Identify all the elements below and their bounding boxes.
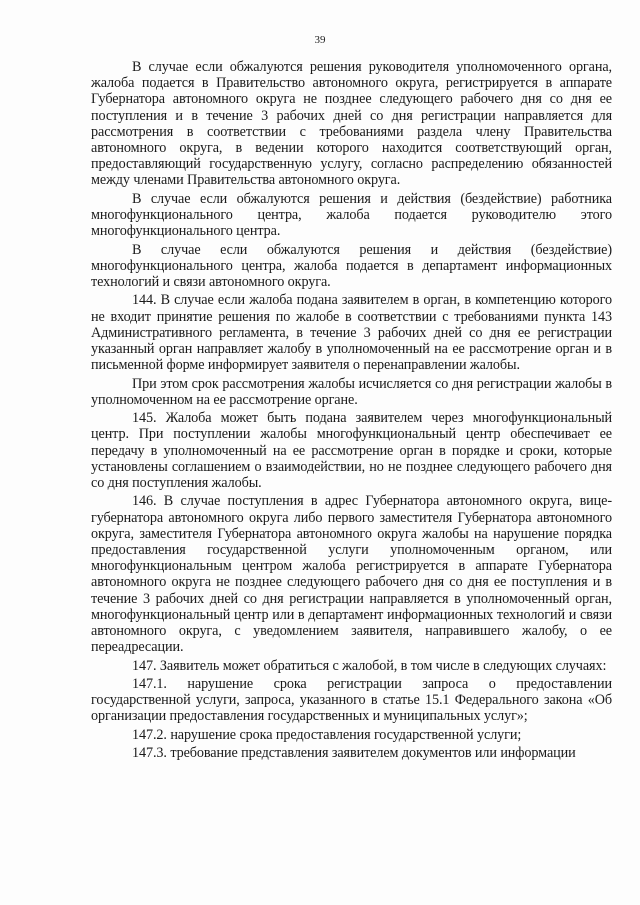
paragraph-147-1: 147.1. нарушение срока регистрации запроса о предоставлении государственной услуги, запроса, указанного в статье 15.1 Федерального закона «Об организации предоставления государственных и муниципальных услуг»; <box>91 676 612 725</box>
document-body <box>91 59 612 761</box>
page-number: 39 <box>314 34 326 46</box>
paragraph-144: 144. В случае если жалоба подана заявителем в орган, в компетенцию которого не входит принятие решения по жалобе в соответствии с требованиями пункта 143 Административного регламента, в течение 3 рабочих дней со дня ее регистрации указанный орган направляет жалобу в уполномоченный на ее рассмотрение орган и в письменной форме информирует заявителя о перенаправлении жалобы. <box>91 292 612 374</box>
paragraph-appeal-head-decisions: В случае если обжалуются решения руководителя уполномоченного органа, жалоба подается в Правительство автономного округа, регистрируется в аппарате Губернатора автономного округа не позднее следующего рабочего дня со дня ее поступления и в течение 3 рабочих дней со дня регистрации направляется для рассмотрения в соответствии с требованиями раздела члену Правительства автономного округа, в ведении которого находится соответствующий орган, предоставляющий государственную услугу, согласно распределению обязанностей между членами Правительства автономного округа. <box>91 59 612 189</box>
paragraph-147-2: 147.2. нарушение срока предоставления государственной услуги; <box>132 726 522 743</box>
paragraph-147: 147. Заявитель может обратиться с жалобой, в том числе в следующих случаях: <box>132 657 607 674</box>
paragraph-appeal-mfc: В случае если обжалуются решения и действия (бездействие) многофункционального центра, жалоба подается в департамент информационных технологий и связи автономного округа. <box>91 241 612 291</box>
paragraph-147-3: 147.3. требование представления заявителем документов или информации <box>132 745 576 762</box>
paragraph-review-period: При этом срок рассмотрения жалобы исчисляется со дня регистрации жалобы в уполномоченном на ее рассмотрение органе. <box>91 375 612 408</box>
paragraph-146: 146. В случае поступления в адрес Губернатора автономного округа, вице-губернатора автономного округа либо первого заместителя Губернатора автономного округа, заместителя Губернатора автономного округа жалобы на нарушение порядка предоставления государственной услуги уполномоченным органом, или многофункциональным центром жалоба регистрируется в аппарате Губернатора автономного округа не позднее следующего рабочего дня со дня ее поступления и в течение 3 рабочих дней со дня регистрации направляется в уполномоченный орган, многофункциональный центр или в департамент информационных технологий и связи автономного округа, с уведомлением заявителя, направившего жалобу, о ее переадресации. <box>91 493 612 656</box>
paragraph-appeal-mfc-employee: В случае если обжалуются решения и действия (бездействие) работника многофункционального центра, жалоба подается руководителю этого многофункционального центра. <box>91 190 612 240</box>
paragraph-145: 145. Жалоба может быть подана заявителем через многофункциональный центр. При поступлении жалобы многофункциональный центр обеспечивает ее передачу в уполномоченный на ее рассмотрение орган в порядке и сроки, которые установлены соглашением о взаимодействии, но не позднее следующего рабочего дня со дня поступления жалобы. <box>91 410 612 492</box>
